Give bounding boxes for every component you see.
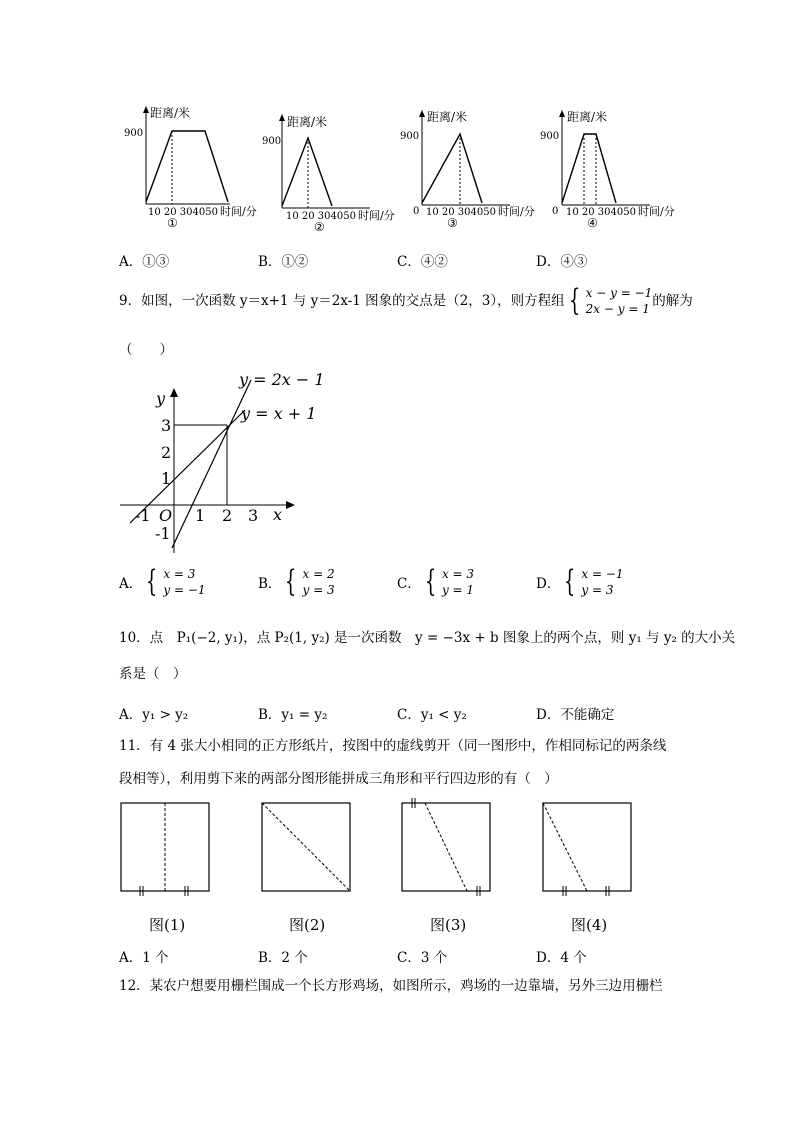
q9-graph-ytick-2: 2: [161, 443, 172, 462]
q8-graph-1: [124, 105, 257, 230]
q9-option-c-line1: x = 3: [441, 567, 475, 581]
q8-graph-2-y900: 900: [262, 136, 282, 147]
q11-line2: 段相等），利用剪下来的两部分图形能拼成三角形和平行四边形的有（ ）: [119, 771, 558, 787]
q8-graph-1-y900: 900: [124, 128, 144, 139]
q9-option-d-line1: x = −1: [581, 567, 624, 581]
q8-graph-2-ylabel: 距离/米: [287, 115, 328, 129]
q8-graph-2: [262, 114, 395, 234]
q8-graph-3-xlabel: 时间/分: [498, 205, 535, 218]
q8-graph-3-origin: 0: [413, 206, 420, 217]
q8-graph-4-y900: 900: [540, 131, 560, 142]
q11-caption-4: 图(4): [571, 916, 608, 934]
q11-option-d: D．4 个: [536, 950, 587, 966]
q11-figures: [115, 798, 645, 938]
q9-graph-ytick-3: 3: [161, 416, 172, 435]
q8-graph-3-ylabel: 距离/米: [427, 110, 468, 124]
q9-option-a-line1: x = 3: [163, 567, 196, 581]
q9-sys-line1: x − y = −1: [585, 286, 653, 300]
q11-caption-2: 图(2): [289, 916, 326, 934]
q8-option-b: B．①②: [258, 254, 309, 270]
q8-graphs: [110, 104, 700, 234]
q9-option-b-letter: B．: [258, 576, 282, 593]
q9-option-c: C． { x = 3 y = 1: [397, 564, 475, 600]
q11-figure-2: [262, 803, 350, 934]
q9-graph: [115, 368, 325, 558]
q8-graph-4-circled: ④: [587, 216, 598, 230]
q9-graph-y-axis: y: [156, 389, 166, 408]
q8-graph-1-ylabel: 距离/米: [150, 106, 191, 120]
q10-option-d: D．不能确定: [536, 707, 615, 723]
q8-option-c: C．④②: [397, 254, 448, 270]
q9-option-d-letter: D．: [536, 576, 561, 593]
q10-option-b: B．y₁ = y₂: [258, 707, 328, 723]
q8-graph-1-xticks: 10 20 304050: [148, 207, 218, 218]
q9-graph-xtick-2: 2: [222, 506, 233, 525]
q9-option-a-letter: A．: [119, 576, 143, 593]
q8-graph-4-xticks: 10 20 304050: [566, 207, 636, 218]
q9-option-a: A． { x = 3 y = −1: [119, 564, 206, 600]
q9-option-d-line2: y = 3: [581, 583, 614, 598]
q9-graph-xtick-1: 1: [195, 506, 206, 525]
q9-option-a-line2: y = −1: [163, 583, 206, 598]
q11-caption-1: 图(1): [149, 916, 186, 934]
q8-option-d: D．④③: [536, 254, 588, 270]
q8-graph-4: [540, 109, 675, 230]
q8-graph-3-y900: 900: [400, 131, 420, 142]
q9-graph-x-axis: x: [273, 505, 283, 524]
q9-graph-label-line1: y = 2x − 1: [239, 370, 325, 389]
q11-caption-3: 图(3): [430, 916, 467, 934]
q9-option-c-letter: C．: [397, 576, 421, 593]
q8-graph-3: [400, 109, 535, 230]
q11-figure-4: [543, 803, 631, 934]
q9-graph-ytick-neg1: -1: [155, 524, 171, 543]
q8-graph-4-ylabel: 距离/米: [567, 110, 608, 124]
q11-figure-1: [121, 803, 209, 934]
q11-figure-3: [402, 798, 490, 934]
q8-graph-2-xlabel: 时间/分: [358, 209, 395, 222]
q11-option-b: B．2 个: [258, 950, 308, 966]
q9-stem: [119, 285, 693, 317]
q10-option-c: C．y₁ < y₂: [397, 707, 467, 723]
q8-graph-3-xticks: 10 20 304050: [426, 207, 496, 218]
q9-graph-origin: O: [159, 506, 173, 525]
q10-line1: 10．点 P₁(−2, y₁)，点 P₂(1, y₂) 是一次函数 y = −3x + b 图象上的两个点，则 y₁ 与 y₂ 的大小关: [119, 630, 736, 646]
q8-graph-4-origin: 0: [552, 206, 559, 217]
q12-line1: 12．某农户想要用栅栏围成一个长方形鸡场，如图所示，鸡场的一边靠墙，另外三边用栅栏: [119, 978, 663, 994]
q11-option-c: C．3 个: [397, 950, 448, 966]
q9-graph-ytick-1: 1: [161, 469, 172, 488]
q9-option-b: B． { x = 2 y = 3: [258, 564, 335, 600]
q8-graph-1-circled: ①: [167, 216, 178, 230]
q8-graph-2-xticks: 10 20 304050: [286, 211, 356, 222]
q8-graph-1-xlabel: 时间/分: [220, 205, 257, 218]
q9-stem-part1: 9．如图，一次函数 y＝x+1 与 y＝2x-1 图象的交点是（2，3），则方程组: [119, 293, 565, 310]
q9-graph-xtick-neg1: -1: [135, 506, 151, 525]
q9-option-b-line1: x = 2: [302, 567, 335, 581]
q11-line1: 11．有 4 张大小相同的正方形纸片，按图中的虚线剪开（同一图形中，作相同标记的两条线: [119, 738, 667, 754]
q9-paren: （ ）: [119, 342, 173, 358]
q10-line2: 系是（ ）: [119, 666, 187, 682]
q9-equation-system: { x − y = −1 2x − y = 1: [568, 283, 653, 319]
q8-graph-3-circled: ③: [447, 216, 458, 230]
q8-graph-4-xlabel: 时间/分: [638, 205, 675, 218]
q8-option-a: A．①③: [119, 254, 170, 270]
q9-option-c-line2: y = 1: [441, 583, 475, 598]
q10-option-a: A．y₁ > y₂: [119, 707, 189, 723]
q9-sys-line2: 2x − y = 1: [585, 302, 650, 317]
q9-stem-part2: 的解为: [652, 293, 693, 310]
q8-graph-2-circled: ②: [314, 220, 325, 234]
q11-option-a: A．1 个: [119, 950, 169, 966]
q9-option-b-line2: y = 3: [302, 583, 335, 598]
q9-option-d: D． { x = −1 y = 3: [536, 564, 624, 600]
q9-graph-label-line2: y = x + 1: [241, 404, 317, 423]
q9-graph-xtick-3: 3: [248, 506, 259, 525]
